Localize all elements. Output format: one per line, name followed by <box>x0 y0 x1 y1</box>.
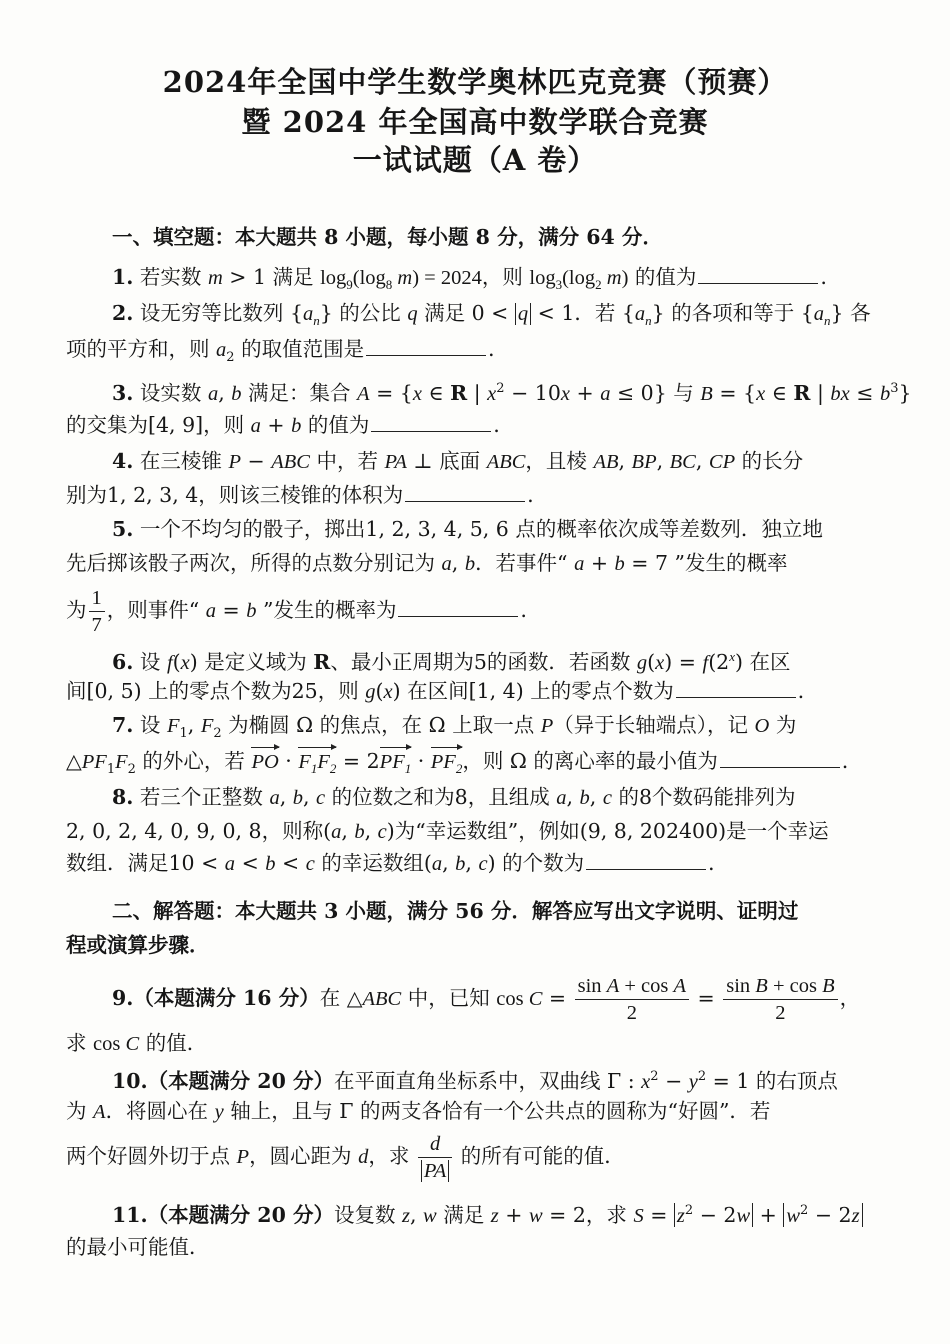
question-5-cont-2: 为 $\frac{1}{7}$ ，则事件“ a = b ”发生的概率为 ． <box>66 587 541 636</box>
question-6-cont: 间[0, 5) 上的零点个数为25，则 g(x) 在区间[1, 4) 上的零点个数为 ． <box>66 679 819 703</box>
question-number: 4. <box>112 449 134 473</box>
answer-blank[interactable] <box>371 411 491 432</box>
question-2-cont: 项的平方和，则 $a_2$ 的取值范围是 ． <box>66 337 509 366</box>
title-line-1: 2024年全国中学生数学奥林匹克竞赛（预赛） <box>162 65 788 99</box>
question-number: 1. <box>112 265 134 289</box>
question-10-cont-2: 两个好圆外切于点 P，圆心距为 d，求 $\frac{d}{PA}$ 的所有可能的值． <box>66 1133 625 1182</box>
answer-blank[interactable] <box>698 263 818 284</box>
question-9: 9.（本题满分 16 分）在 △ABC 中，已知 cos C = $\frac{\text{sin A + cos A}}{2}$ = $\frac{\text{sin B + cos B}}{2}$ ， <box>112 975 861 1024</box>
question-5-cont: 先后掷该骰子两次，所得的点数分别记为 a, b．若事件“ a + b = 7 ”发生的概率 <box>66 551 788 575</box>
question-3-cont: 的交集为[4, 9]，则 a + b 的值为 ． <box>66 413 514 437</box>
question-4-cont: 别为1, 2, 3, 4，则该三棱锥的体积为 ． <box>66 483 548 507</box>
answer-blank[interactable] <box>405 481 525 502</box>
question-number: 8. <box>112 785 134 809</box>
question-8-cont-2: 数组．满足10 < a < b < c 的幸运数组(a, b, c) 的个数为 ． <box>66 851 729 875</box>
question-10-cont: 为 A．将圆心在 y 轴上，且与 Γ 的两支各恰有一个公共点的圆称为“好圆”．若 <box>66 1099 771 1123</box>
title-line-2: 暨 2024 年全国高中数学联合竞赛 <box>241 105 709 139</box>
question-3: 3. 设实数 a, b 满足：集合 A = {x ∈ R | $x^2 - 10x + a \le 0$} 与 B = {x ∈ R | bx ≤ $b^3$} <box>112 380 912 405</box>
question-8-cont: 2, 0, 2, 4, 0, 9, 0, 8，则称(a, b, c)为“幸运数组”，例如(9, 8, 202400)是一个幸运 <box>66 819 829 843</box>
question-1: 1. 若实数 m > 1 满足 $\log_9(\log_8$ m) = 2024，则 $\log_3(\log_2$ m) 的值为 ． <box>112 265 841 293</box>
section-2-heading-cont: 程或演算步骤． <box>66 933 210 957</box>
question-number: 7. <box>112 713 134 737</box>
question-label: 10.（本题满分 20 分） <box>112 1068 334 1093</box>
question-number: 2. <box>112 301 134 325</box>
question-11-cont: 的最小可能值． <box>66 1235 210 1259</box>
question-4: 4. 在三棱锥 P − ABC 中，若 PA ⊥ 底面 ABC，且棱 AB, BP, BC, CP 的长分 <box>112 449 804 473</box>
question-number: 6. <box>112 649 134 674</box>
question-5: 5. 一个不均匀的骰子，掷出1, 2, 3, 4, 5, 6 点的概率依次成等差数列．独立地 <box>112 517 823 541</box>
question-7: 7. 设 $F_1$, $F_2$ 为椭圆 Ω 的焦点，在 Ω 上取一点 P（异于长轴端点），记 O 为 <box>112 713 797 742</box>
question-number: 5. <box>112 517 134 541</box>
question-label: 9.（本题满分 16 分） <box>112 986 320 1010</box>
question-9-cont: 求 cos C 的值． <box>66 1031 208 1055</box>
answer-blank[interactable] <box>398 596 518 617</box>
title-line-3: 一试试题（A 卷） <box>352 143 598 177</box>
question-10: 10.（本题满分 20 分）在平面直角坐标系中，双曲线 Γ : $x^2 - y^2 = 1$ 的右顶点 <box>112 1068 838 1093</box>
question-7-cont: $\triangle PF_1F_2$ 的外心，若 PO · $F_1F_2 = 2PF_1 \cdot PF_2$，则 Ω 的离心率的最小值为 ． <box>66 746 862 785</box>
answer-blank[interactable] <box>366 335 486 356</box>
answer-blank[interactable] <box>676 677 796 698</box>
section-2-heading: 二、解答题：本大题共 3 小题，满分 56 分．解答应写出文字说明、证明过 <box>112 899 799 923</box>
answer-blank[interactable] <box>586 849 706 870</box>
question-number: 3. <box>112 380 134 405</box>
question-2: 2. 设无穷等比数列 $\{a_n\}$ 的公比 q 满足 0 < q < 1．若 $\{a_n\}$ 的各项和等于 $\{a_n\}$ 各 <box>112 301 871 329</box>
question-6: 6. 设 f(x) 是定义域为 R、最小正周期为5的函数．若函数 $g(x) = f(2^x)$ 在区 <box>112 649 791 674</box>
answer-blank[interactable] <box>720 747 840 768</box>
section-1-heading: 一、填空题：本大题共 8 小题，每小题 8 分，满分 64 分． <box>112 225 663 249</box>
question-8: 8. 若三个正整数 a, b, c 的位数之和为8，且组成 a, b, c 的8个数码能排列为 <box>112 785 796 809</box>
question-11: 11.（本题满分 20 分）设复数 z, w 满足 z + w = 2，求 $S = z^2 - 2w + w^2 - 2z$ <box>112 1196 863 1231</box>
question-label: 11.（本题满分 20 分） <box>112 1202 334 1227</box>
